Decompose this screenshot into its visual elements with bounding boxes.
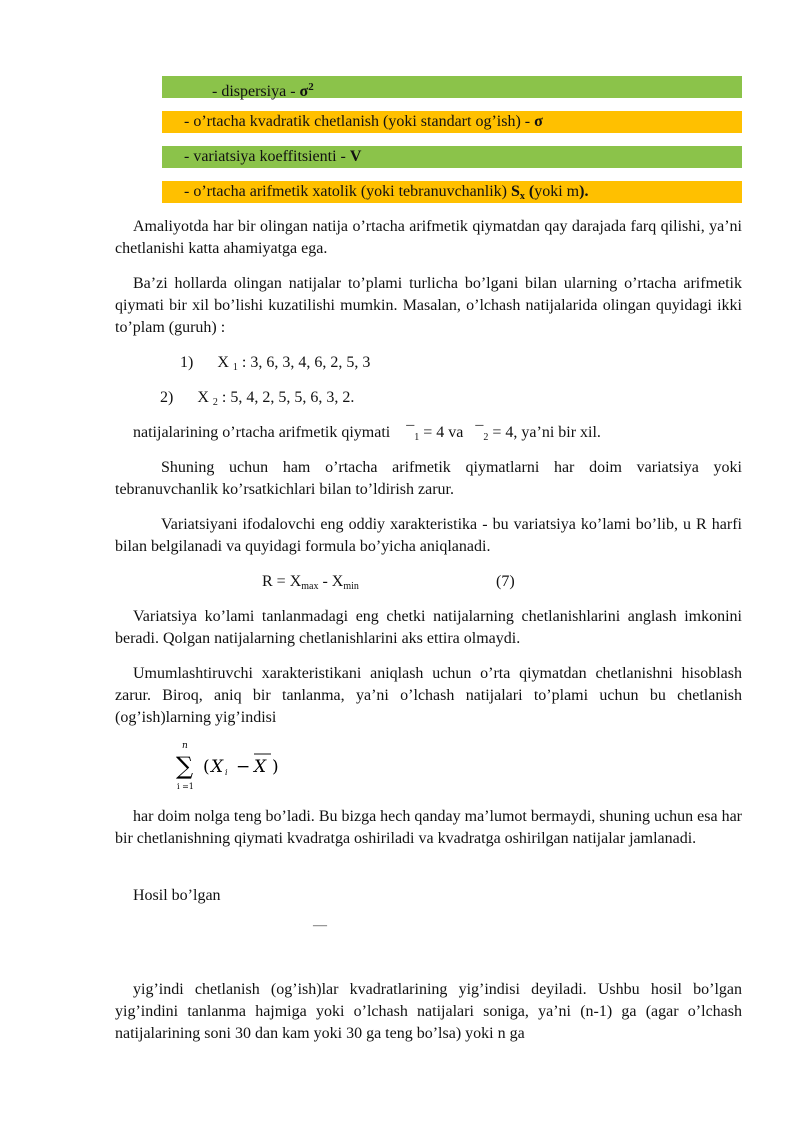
paragraph-supplement: Shuning uchun ham o’rtacha arifmetik qiymatlarni har doim variatsiya yoki tebranuvchanlik ko’rsatkichlari bilan to’ldirish zarur. xyxy=(115,459,742,498)
set-one-values: : 3, 6, 3, 4, 6, 2, 5, 3 xyxy=(237,354,371,371)
mean-bar-2: ¯ xyxy=(475,424,484,441)
set-two-var: X xyxy=(197,389,209,406)
set-one-number: 1) xyxy=(180,354,194,371)
open-paren: ( xyxy=(524,183,535,200)
sigma-sum-symbol: ∑ xyxy=(176,752,194,780)
means-text-b: = 4 va xyxy=(419,424,468,441)
mean-error-alt: yoki m xyxy=(534,183,580,200)
sum-upper-limit: n xyxy=(182,742,188,751)
paragraph-same-mean: Ba’zi hollarda olingan natijalar to’plami turlicha bo’lgani bilan ularning o’rtacha arifmetik qiymati bir xil bo’lishi kuzatilishi mumkin. Masalan, o’lchash natijalarida olingan quyidagi ikki to’plam (guruh) : xyxy=(115,275,742,336)
equation-number: (7) xyxy=(496,573,515,590)
set-one-sub: 1 xyxy=(232,362,238,373)
x-i-symbol: X xyxy=(211,757,224,777)
sum-lower-limit: i =1 xyxy=(177,782,194,791)
power-two: 2 xyxy=(308,81,314,93)
v-symbol: V xyxy=(349,148,362,165)
paragraph-zero-sum: har doim nolga teng bo’ladi. Bu bizga hech qanday ma’lumot bermaydi, shuning uchun esa har bir chetlanishning qiymati kvadratga oshiriladi va kvadratga oshirilgan natijalar jamlanadi. xyxy=(115,808,742,847)
paragraph-range-intro: Variatsiyani ifodalovchi eng oddiy xarakteristika - bu variatsiya ko’lami bo’lib, u R harfi bilan belgilanadi va quyidagi formula bo’yicha aniqlanadi. xyxy=(115,516,742,555)
variation-label: - variatsiya koeffitsienti - xyxy=(184,148,350,165)
dispersion-band xyxy=(162,76,742,98)
sum-of-deviations-formula xyxy=(176,742,296,792)
close-paren: ) xyxy=(272,757,279,777)
range-minus: - X xyxy=(318,573,344,590)
set-two-number: 2) xyxy=(160,389,174,406)
close-paren: ). xyxy=(579,183,589,200)
range-min-sub: min xyxy=(343,581,359,592)
set-one-var: X xyxy=(217,354,229,371)
range-formula xyxy=(262,571,359,598)
sigma-symbol: σ xyxy=(299,83,309,100)
variation-band xyxy=(162,146,742,168)
s-symbol: S xyxy=(510,183,520,200)
open-paren: ( xyxy=(203,757,210,777)
range-max-sub: max xyxy=(301,581,319,592)
mean-error-band xyxy=(162,181,742,203)
paragraph-means-equal xyxy=(133,422,601,449)
x-bar-symbol: X xyxy=(254,757,267,777)
paragraph-sum-of-squares: yig’indi chetlanish (og’ish)lar kvadratlarining yig’indisi deyiladi. Ushbu hosil bo’lgan yig’indini tanlanma hajmiga yoki o’lchash natijalari soniga, ya’ni (n-1) ga (agar o’lchash natijalarining soni 30 dan kam yoki 30 ga teng bo’lsa) yoki n ga xyxy=(115,981,742,1042)
set-one xyxy=(180,352,370,379)
paragraph-deviation-sum: Umumlashtiruvchi xarakteristikani aniqlash uchun o’rta qiymatdan chetlanishni hisoblash zarur. Biroq, aniq bir tanlanma, ya’ni o’lchash natijalari to’plami uchun bu chetlanish (og’ish)larning yig’indisi xyxy=(115,665,742,726)
mean-error-label: - o’rtacha arifmetik xatolik (yoki tebranuvchanlik) xyxy=(184,183,511,200)
dispersion-label: - dispersiya - xyxy=(212,83,300,100)
std-dev-label: - o’rtacha kvadratik chetlanish (yoki standart og’ish) - xyxy=(184,113,535,130)
paragraph-resulting: Hosil bo’lgan xyxy=(133,887,221,904)
set-two-sub: 2 xyxy=(212,397,218,408)
mean-sub-2: 2 xyxy=(483,432,489,443)
sigma-symbol: σ xyxy=(534,113,543,130)
set-two xyxy=(160,387,354,414)
range-lhs: R = X xyxy=(262,573,302,590)
i-subscript: i xyxy=(225,768,228,777)
means-text-c: = 4, ya’ni bir xil. xyxy=(488,424,601,441)
mean-bar-1: ¯ xyxy=(406,424,415,441)
std-dev-band xyxy=(162,111,742,133)
formula-fragment-dash: — xyxy=(313,918,327,933)
paragraph-deviation-importance: Amaliyotda har bir olingan natija o’rtacha arifmetik qiymatdan qay darajada farq qilishi, ya’ni chetlanishi katta ahamiyatga ega. xyxy=(115,218,742,257)
s-subscript: x xyxy=(519,191,525,202)
set-two-values: : 5, 4, 2, 5, 5, 6, 3, 2. xyxy=(217,389,355,406)
means-text-a: natijalarining o’rtacha arifmetik qiymati xyxy=(133,424,395,441)
minus-sign: − xyxy=(236,757,251,777)
paragraph-range-limits: Variatsiya ko’lami tanlanmadagi eng chetki natijalarning chetlanishlarini anglash imkonini beradi. Qolgan natijalarning chetlanishlarini aks ettira olmaydi. xyxy=(115,608,742,647)
mean-sub-1: 1 xyxy=(414,432,420,443)
